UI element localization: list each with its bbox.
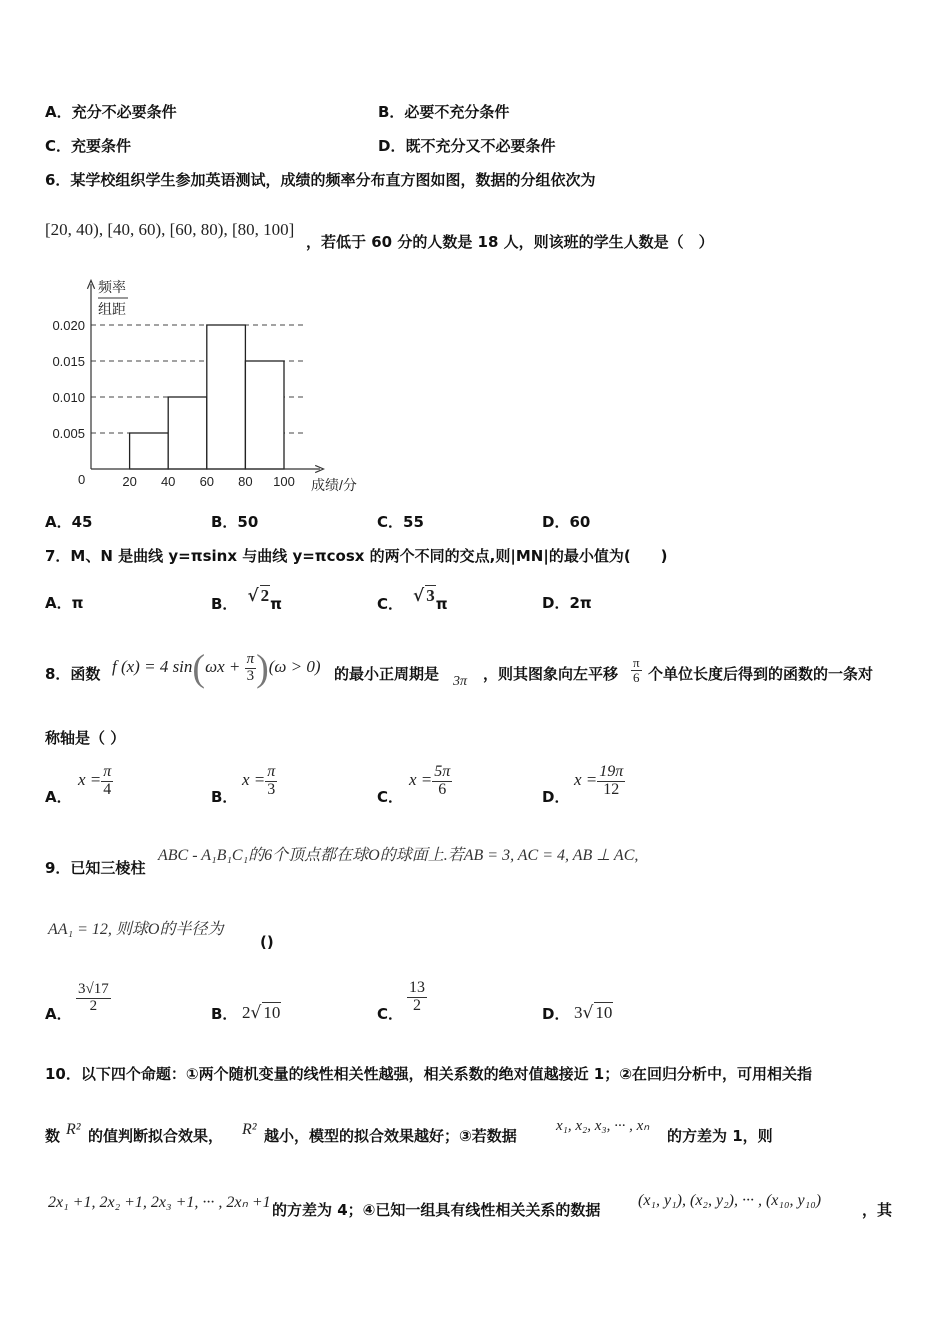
q6-option-b: B．50 xyxy=(211,513,259,531)
q9-option-c: $\frac{13}{2}$ xyxy=(409,979,425,1014)
y-label-top: 频率 xyxy=(98,279,126,295)
q8-option-d-label: D． xyxy=(542,788,570,806)
q9-text2: AA₁ = 12, 则球O的半径为 xyxy=(48,921,224,938)
q8-shift: $\frac{\pi}{6}$ xyxy=(633,655,640,685)
q9-option-b: 2√ 10 xyxy=(242,1003,281,1023)
q9-option-a: $\frac{3√17}{2}$ xyxy=(78,981,109,1014)
q10-l2c: 越小，模型的拟合效果越好；③若数据 xyxy=(264,1127,517,1145)
q9-option-d-label: D． xyxy=(542,1005,570,1023)
q10-l2a: 数 xyxy=(45,1127,61,1145)
q10-pairs: (x₁, y₁), (x₂, y₂), ··· , (x₁₀, y₁₀) xyxy=(638,1192,822,1209)
q8-line2: 称轴是（ ） xyxy=(45,729,126,747)
q9-text1: ABC - A₁B₁C₁的6个顶点都在球O的球面上.若AB = 3, AC = 4, AB ⊥ AC, xyxy=(158,847,639,864)
q6-option-c: C．55 xyxy=(377,513,424,531)
q8-mid2: ，则其图象向左平移 xyxy=(483,665,619,683)
q10-xs: x₁, x₂, x₃, ··· , xₙ xyxy=(556,1118,650,1134)
q10-l2b: 的值判断拟合效果， xyxy=(88,1127,224,1145)
y-label-bottom: 组距 xyxy=(98,301,126,317)
x-tick-60: 60 xyxy=(199,474,215,489)
q8-option-d: x = $\frac{19\pi}{12}$ xyxy=(574,763,624,798)
q8-function: f (x) = 4 sin(ωx + $\frac{\pi}{3}$ )(ω > 0) xyxy=(112,647,321,690)
q6-stem: 6．某学校组织学生参加英语测试，成绩的频率分布直方图如图，数据的分组依次为 xyxy=(45,171,596,189)
q9-option-d: 3√ 10 xyxy=(574,1003,613,1023)
q10-l3a: 的方差为 4；④已知一组具有线性相关关系的数据 xyxy=(272,1201,601,1219)
q6-option-d: D．60 xyxy=(542,513,591,531)
y-tick-0.005: 0.005 xyxy=(52,426,85,441)
x-tick-20: 20 xyxy=(122,474,137,489)
y-tick-0.010: 0.010 xyxy=(52,390,85,405)
bar-[20,40) xyxy=(130,433,169,469)
q8-period: 3π xyxy=(453,674,468,689)
x-tick-80: 80 xyxy=(238,474,253,489)
q9-lead: 9．已知三棱柱 xyxy=(45,859,146,877)
q8-tail: 个单位长度后得到的函数的一条对 xyxy=(648,665,874,683)
x-tick-40: 40 xyxy=(160,474,176,489)
q8-lead: 8．函数 xyxy=(45,665,101,683)
q8-mid: 的最小正周期是 xyxy=(334,665,440,683)
bar-[60,80) xyxy=(207,325,246,469)
q7-option-d: D．2π xyxy=(542,594,592,612)
q8-option-a-label: A． xyxy=(45,788,72,806)
q8-option-b-label: B． xyxy=(211,788,238,806)
bar-[40,60) xyxy=(168,397,207,469)
x-tick-100: 100 xyxy=(273,474,295,489)
bar-[80,100] xyxy=(245,361,284,469)
q10-line1: 10．以下四个命题：①两个随机变量的线性相关性越强，相关系数的绝对值越接近 1；②在回归分析中，可用相关指 xyxy=(45,1065,812,1083)
q9-option-a-label: A． xyxy=(45,1005,72,1023)
y-tick-0.020: 0.020 xyxy=(52,318,85,333)
q8-option-b: x = $\frac{\pi}{3}$ xyxy=(242,763,276,798)
q5-option-b: B．必要不充分条件 xyxy=(378,103,510,121)
q7-option-a: A．π xyxy=(45,594,84,612)
q5-option-c: C．充要条件 xyxy=(45,137,132,155)
q10-l2d: 的方差为 1，则 xyxy=(667,1127,773,1145)
q10-l3-math: 2x₁ +1, 2x₂ +1, 2x₃ +1, ··· , 2xₙ +1 xyxy=(48,1194,271,1211)
q9-option-b-label: B． xyxy=(211,1005,238,1023)
q8-option-c-label: C． xyxy=(377,788,404,806)
q10-r2-b: R² xyxy=(242,1121,257,1138)
x-axis-label: 成绩/分 xyxy=(311,477,357,493)
q10-l3b: ，其 xyxy=(862,1201,893,1219)
q9-option-c-label: C． xyxy=(377,1005,404,1023)
q5-option-a: A．充分不必要条件 xyxy=(45,103,177,121)
q9-paren: () xyxy=(260,933,274,951)
q7-option-c: C． √ 3π xyxy=(377,586,448,613)
frequency-histogram xyxy=(40,272,370,502)
q7-stem: 7．M、N 是曲线 y=πsinx 与曲线 y=πcosx 的两个不同的交点,则|MN|的最小值为( ) xyxy=(45,547,668,565)
y-tick-0.015: 0.015 xyxy=(52,354,85,369)
origin-label: 0 xyxy=(78,472,86,487)
q10-r2-a: R² xyxy=(66,1121,81,1138)
q6-option-a: A．45 xyxy=(45,513,93,531)
q6-stem-cont: ，若低于 60 分的人数是 18 人，则该班的学生人数是（ ） xyxy=(306,233,714,251)
q8-option-c: x = $\frac{5\pi}{6}$ xyxy=(409,763,451,798)
q5-option-d: D．既不充分又不必要条件 xyxy=(378,137,556,155)
q7-option-b: B． √ 2π xyxy=(211,586,282,613)
q6-groups: [20, 40), [40, 60), [60, 80), [80, 100] xyxy=(45,220,295,239)
q8-option-a: x = $\frac{\pi}{4}$ xyxy=(78,763,112,798)
